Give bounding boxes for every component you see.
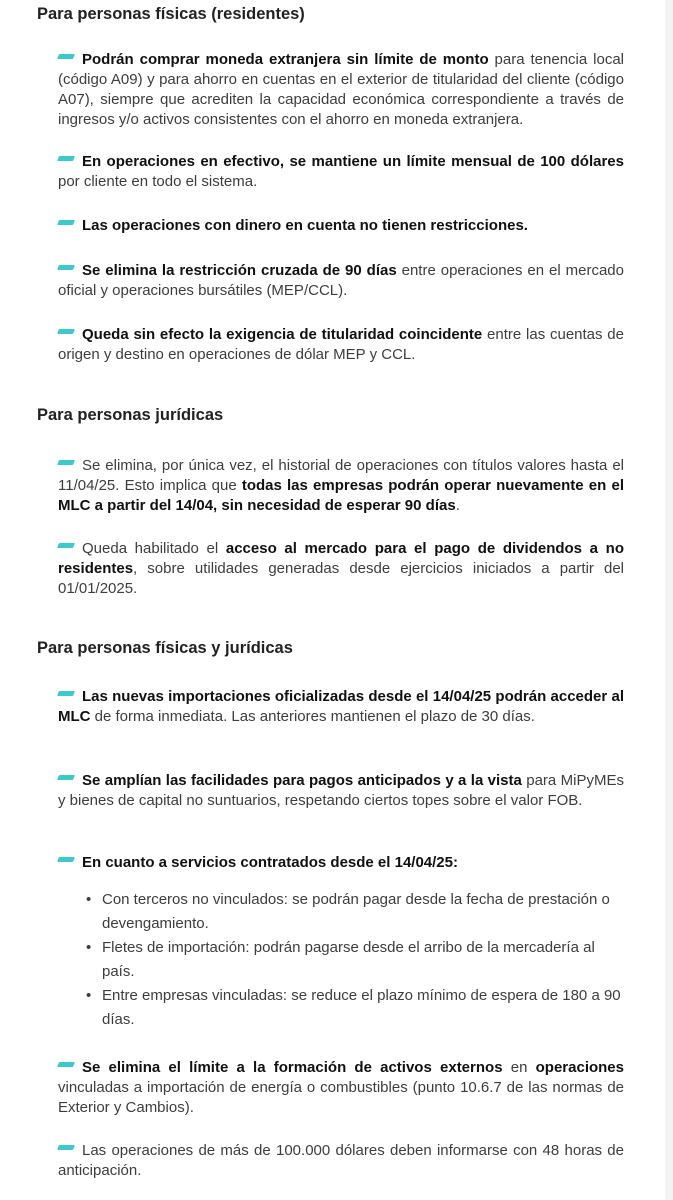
list-item <box>58 853 624 873</box>
scrollbar-track[interactable] <box>665 0 673 1200</box>
item-text: por cliente en todo el sistema. <box>58 173 258 190</box>
list-item <box>58 50 624 130</box>
list-item <box>58 687 624 727</box>
section-title-personas-fisicas-y-juridicas: Para personas físicas y jurídicas <box>37 639 293 657</box>
list-item <box>58 261 624 301</box>
item-bold-text: Queda sin efecto la exigencia de titularidad coincidente <box>82 326 483 343</box>
item-bold-text: En operaciones en efectivo, se mantiene un límite mensual de 100 dólares <box>82 153 624 170</box>
item-bold-text: operaciones <box>535 1059 624 1076</box>
dash-icon <box>57 329 75 334</box>
dash-icon <box>57 691 75 696</box>
dash-icon <box>57 460 75 465</box>
list-item <box>58 539 624 599</box>
list-item <box>58 216 624 236</box>
dash-icon <box>57 265 75 270</box>
item-text: , sobre utilidades generadas desde ejercicios iniciados a partir del 01/01/2025. <box>58 560 624 597</box>
item-text: en <box>502 1059 536 1076</box>
item-text: . <box>455 497 460 514</box>
dash-icon <box>57 54 75 59</box>
dash-icon <box>57 156 75 161</box>
list-item <box>58 456 624 516</box>
list-item <box>58 1141 624 1181</box>
item-bold-text: Se elimina el límite a la formación de activos externos <box>82 1059 503 1076</box>
list-item <box>58 152 624 192</box>
section-title-personas-fisicas: Para personas físicas (residentes) <box>37 5 305 23</box>
list-item <box>58 771 624 811</box>
dash-icon <box>57 775 75 780</box>
item-text: para tenencia local (código A09) y para ahorro en cuentas en el exterior de titularidad del cliente (código A07), siempre que acrediten la capacidad económica correspondiente a través de ingresos y/o activos consistentes con el ahorro en moneda extranjera. <box>58 51 625 128</box>
dash-icon <box>57 1062 75 1067</box>
item-bold-text: Se amplían las facilidades para pagos anticipados y a la vista <box>82 772 522 789</box>
list-item <box>58 325 624 365</box>
item-bold-text: acceso al mercado para el pago de dividendos a no residentes <box>58 540 624 577</box>
item-text: entre operaciones en el mercado oficial y operaciones bursátiles (MEP/CCL). <box>58 262 624 299</box>
item-bold-text: En cuanto a servicios contratados desde el 14/04/25: <box>82 854 458 871</box>
item-bold-text: Se elimina la restricción cruzada de 90 días <box>82 262 397 279</box>
item-text: de forma inmediata. Las anteriores mantienen el plazo de 30 días. <box>90 708 535 725</box>
list-item <box>58 1058 624 1118</box>
item-text: Las operaciones de más de 100.000 dólares deben informarse con 48 horas de anticipación. <box>58 1142 624 1179</box>
item-bold-text: todas las empresas podrán operar nuevamente en el MLC a partir del 14/04, sin necesidad de esperar 90 días <box>58 477 624 514</box>
dash-icon <box>57 1145 75 1150</box>
bullet-item: • Fletes de importación: podrán pagarse desde el arribo de la mercadería al país. <box>84 936 624 984</box>
item-bold-text: Las operaciones con dinero en cuenta no tienen restricciones. <box>82 217 528 234</box>
bullet-item: • Con terceros no vinculados: se podrán pagar desde la fecha de prestación o devengamiento. <box>84 888 624 936</box>
item-text: para MiPyMEs y bienes de capital no suntuarios, respetando ciertos topes sobre el valor FOB. <box>58 772 624 809</box>
dash-icon <box>57 220 75 225</box>
bullet-list <box>84 888 624 1032</box>
section-title-personas-juridicas: Para personas jurídicas <box>37 406 224 424</box>
item-text: Queda habilitado el <box>82 540 226 557</box>
item-bold-text: Podrán comprar moneda extranjera sin límite de monto <box>82 51 489 68</box>
item-text: Se elimina, por única vez, el historial de operaciones con títulos valores hasta el 11/04/25. Esto implica que <box>58 457 624 494</box>
item-text: vinculadas a importación de energía o combustibles (punto 10.6.7 de las normas de Exterior y Cambios). <box>58 1079 624 1116</box>
bullet-item: • Entre empresas vinculadas: se reduce el plazo mínimo de espera de 180 a 90 días. <box>84 984 624 1032</box>
dash-icon <box>57 543 75 548</box>
item-bold-text: Las nuevas importaciones oficializadas desde el 14/04/25 podrán acceder al MLC <box>58 688 624 725</box>
item-text: entre las cuentas de origen y destino en operaciones de dólar MEP y CCL. <box>58 326 624 363</box>
dash-icon <box>57 857 75 862</box>
